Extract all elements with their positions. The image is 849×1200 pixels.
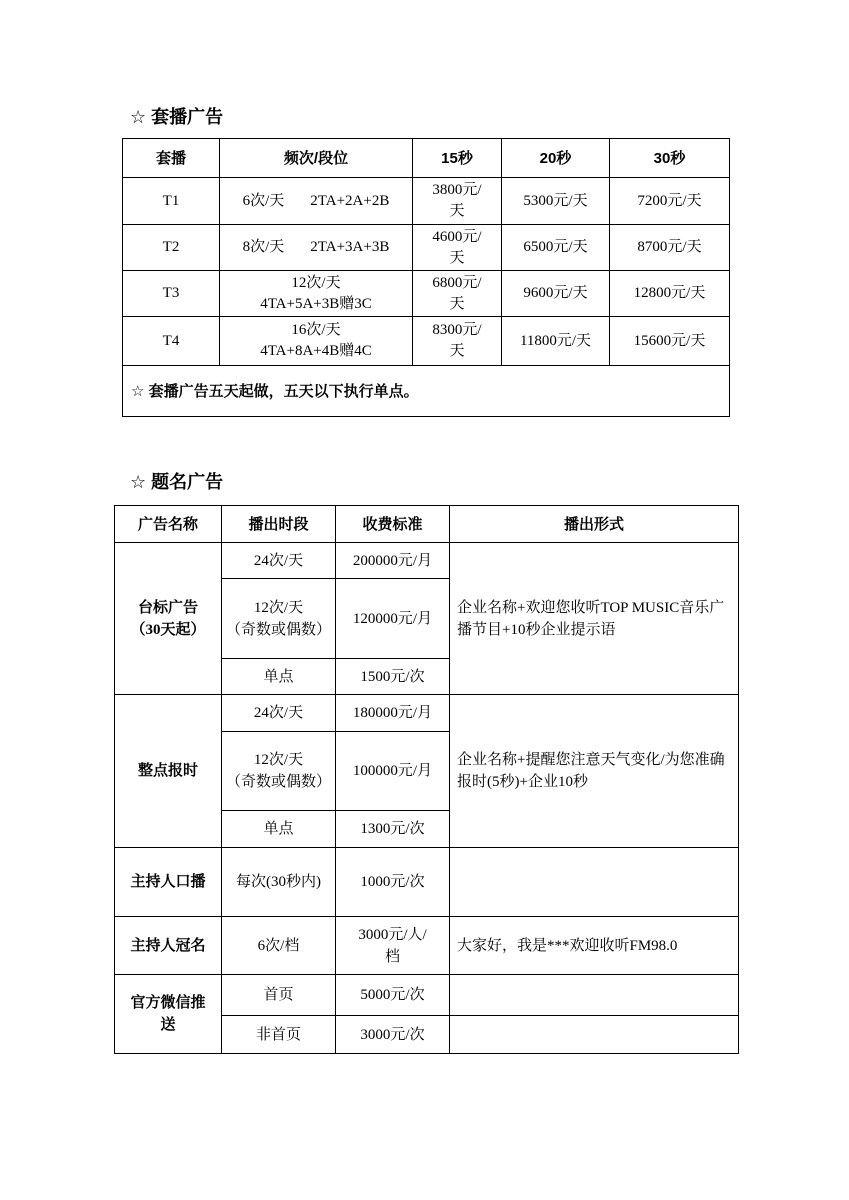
price-15s: 6800元/天: [432, 274, 482, 312]
price-20s-cell: 11800元/天: [502, 317, 610, 366]
frequency-cell: [220, 271, 413, 317]
frequency: 16次/天: [291, 322, 341, 338]
broadcast-form-cell: 大家好，我是***欢迎收听FM98.0: [450, 917, 739, 975]
price-cell: [336, 917, 450, 975]
price-30s-cell: 7200元/天: [610, 178, 730, 225]
table-row: [123, 225, 730, 271]
price-20s-cell: 9600元/天: [502, 271, 610, 317]
price-cell: 3000元/次: [336, 1016, 450, 1054]
bundle-note: ☆ 套播广告五天起做，五天以下执行单点。: [123, 366, 730, 417]
price-cell: 100000元/月: [336, 732, 450, 811]
bundle-ad-table: [122, 138, 730, 417]
price-cell: 1300元/次: [336, 811, 450, 848]
slot-cell: 单点: [222, 659, 336, 695]
table-note-row: [123, 366, 730, 417]
table-row: [115, 543, 739, 579]
column-header-price: 收费标准: [336, 506, 450, 543]
table-row: [115, 975, 739, 1016]
ad-name-cell: [115, 917, 222, 975]
table-row: [123, 317, 730, 366]
price-20s-cell: 5300元/天: [502, 178, 610, 225]
package-name-cell: T2: [123, 225, 220, 271]
price-cell: 1500元/次: [336, 659, 450, 695]
column-header-30s: 30秒: [610, 139, 730, 178]
broadcast-form-cell: [450, 975, 739, 1016]
slot-cell: [222, 579, 336, 659]
column-header-slot: 播出时段: [222, 506, 336, 543]
slot-cell: 每次(30秒内): [222, 848, 336, 917]
package-name-cell: T1: [123, 178, 220, 225]
price-15s-cell: [413, 225, 502, 271]
slot-note: （奇数或偶数）: [225, 774, 331, 790]
ad-name: 整点报时: [137, 763, 198, 779]
title-sponsor-table: [114, 505, 739, 1054]
price-15s-cell: [413, 271, 502, 317]
slot-mix: 4TA+8A+4B赠4C: [260, 343, 372, 359]
slot-cell: [222, 732, 336, 811]
column-header-15s: 15秒: [413, 139, 502, 178]
price-30s-cell: 8700元/天: [610, 225, 730, 271]
ad-name-cell: [115, 695, 222, 848]
broadcast-form-cell: 企业名称+提醒您注意天气变化/为您准确报时(5秒)+企业10秒: [450, 695, 739, 848]
table-row: [123, 178, 730, 225]
table-header-row: [115, 506, 739, 543]
table-row: [115, 917, 739, 975]
ad-name: 主持人口播: [130, 874, 206, 890]
table-row: [115, 695, 739, 732]
slot: 12次/天: [253, 599, 304, 616]
slot-cell: 单点: [222, 811, 336, 848]
ad-name-cell: [115, 975, 222, 1054]
frequency: 6次/天: [242, 192, 285, 209]
price-15s: 8300元/天: [432, 322, 482, 359]
column-header-frequency: 频次/段位: [220, 139, 413, 178]
broadcast-form-cell: 企业名称+欢迎您收听TOP MUSIC音乐广播节目+10秒企业提示语: [450, 543, 739, 695]
slot-mix: 4TA+5A+3B赠3C: [260, 295, 372, 312]
frequency-pair: [224, 191, 408, 212]
slot-mix: 2TA+3A+3B: [310, 239, 390, 255]
frequency: 12次/天: [291, 274, 341, 291]
ad-name: 台标广告: [137, 599, 198, 616]
price-30s-cell: 15600元/天: [610, 317, 730, 366]
table-row: [123, 271, 730, 317]
price-cell: 200000元/月: [336, 543, 450, 579]
slot: 12次/天: [253, 752, 304, 768]
slot-mix: 2TA+2A+2B: [310, 192, 390, 209]
column-header-20s: 20秒: [502, 139, 610, 178]
table-row: [115, 848, 739, 917]
ad-name-cell: [115, 848, 222, 917]
slot-cell: 非首页: [222, 1016, 336, 1054]
frequency-cell: [220, 178, 413, 225]
price-cell: 120000元/月: [336, 579, 450, 659]
frequency: 8次/天: [242, 239, 285, 255]
ad-name: 官方微信推送: [130, 995, 206, 1033]
slot-note: （奇数或偶数）: [225, 621, 331, 638]
frequency-cell: [220, 225, 413, 271]
slot-cell: 首页: [222, 975, 336, 1016]
column-header-package: 套播: [123, 139, 220, 178]
price-cell: 1000元/次: [336, 848, 450, 917]
price-15s: 4600元/天: [432, 228, 482, 266]
slot-cell: 24次/天: [222, 695, 336, 732]
price: 3000元/人/档: [358, 926, 427, 965]
broadcast-form-cell: [450, 1016, 739, 1054]
ad-name: 主持人冠名: [130, 937, 206, 954]
price-15s: 3800元/天: [432, 182, 482, 219]
table-header-row: [123, 139, 730, 178]
section-heading-title-sponsor: ☆ 题名广告: [130, 472, 224, 492]
package-name-cell: T4: [123, 317, 220, 366]
price-15s-cell: [413, 317, 502, 366]
column-header-ad-name: 广告名称: [115, 506, 222, 543]
price-15s-cell: [413, 178, 502, 225]
frequency-pair: [224, 237, 408, 258]
column-header-form: 播出形式: [450, 506, 739, 543]
section-heading-bundle: ☆ 套播广告: [130, 107, 224, 127]
package-name-cell: T3: [123, 271, 220, 317]
price-20s-cell: 6500元/天: [502, 225, 610, 271]
broadcast-form-cell: [450, 848, 739, 917]
ad-name-cell: [115, 543, 222, 695]
slot-cell: 6次/档: [222, 917, 336, 975]
ad-name-note: （30天起）: [130, 621, 206, 638]
slot-cell: 24次/天: [222, 543, 336, 579]
price-cell: 180000元/月: [336, 695, 450, 732]
frequency-cell: [220, 317, 413, 366]
price-cell: 5000元/次: [336, 975, 450, 1016]
price-30s-cell: 12800元/天: [610, 271, 730, 317]
